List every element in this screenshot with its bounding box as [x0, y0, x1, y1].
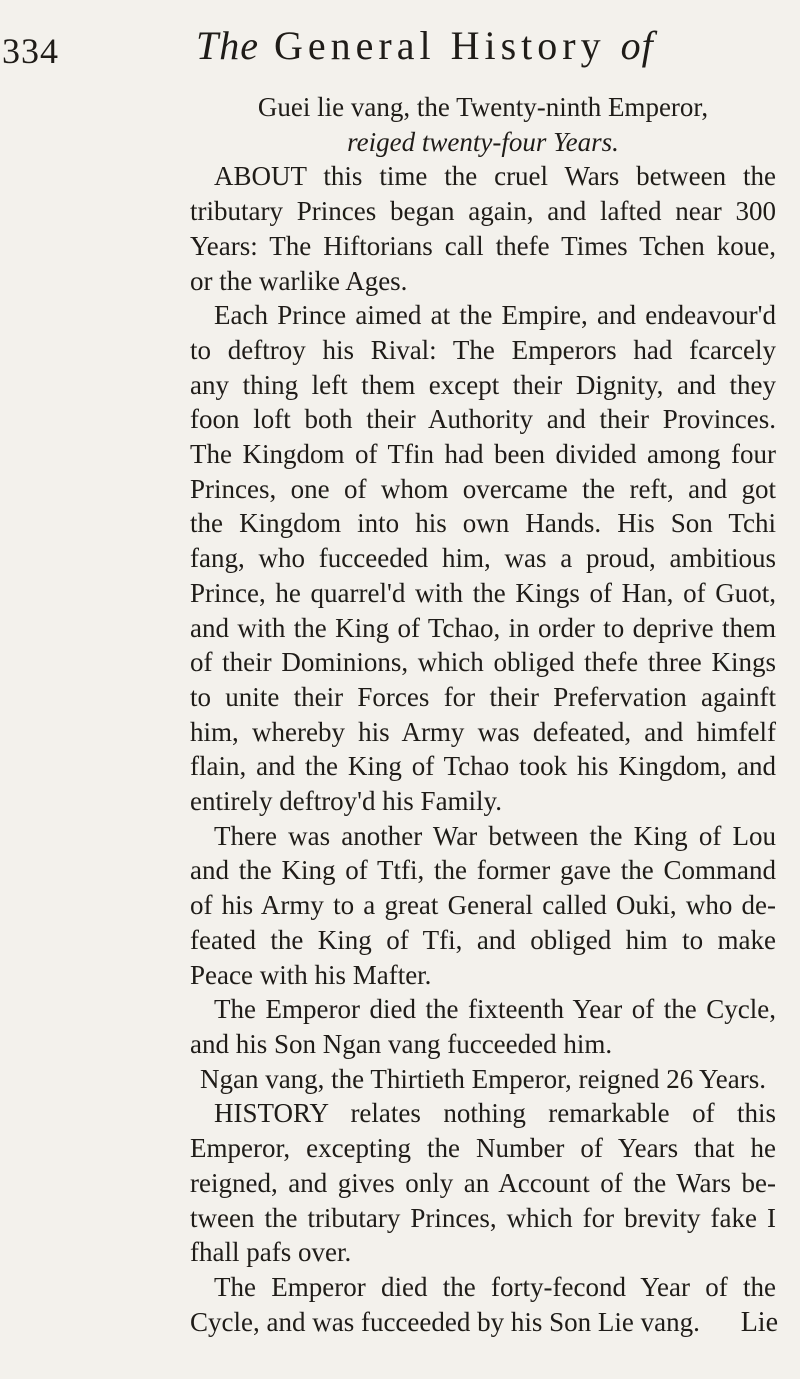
section-heading-ngan-vang: Ngan vang, the Thirtieth Emperor, reigned 26 Years. — [199, 1063, 767, 1094]
text-line: of their Dominions, which obliged thefe three Kings — [190, 647, 776, 678]
running-title-of: of — [620, 23, 654, 68]
section-subheading: reiged twenty-four Years. — [347, 126, 619, 157]
text-line: The Kingdom of Tfin had been divided among four — [190, 439, 776, 470]
text-line: Cycle, and was fucceeded by his Son Lie vang. — [190, 1306, 700, 1337]
page-body — [190, 90, 776, 1339]
text-line: feated the King of Tfi, and obliged him to make — [190, 924, 776, 955]
text-line: fang, who fucceeded him, was a proud, ambitious — [190, 543, 776, 574]
text-line: or the warlike Ages. — [190, 265, 408, 296]
text-line: and the King of Ttfi, the former gave the Command — [190, 855, 776, 886]
page-number: 334 — [2, 31, 59, 71]
section-heading-guei-lie-vang: Guei lie vang, the Twenty-ninth Emperor, — [257, 92, 709, 122]
text-line: ABOUT this time the cruel Wars between the — [214, 161, 776, 192]
text-line: Each Prince aimed at the Empire, and endeavour'd — [214, 300, 776, 331]
text-line: The Emperor died the forty-fecond Year of the — [214, 1271, 776, 1302]
text-line: Emperor, excepting the Number of Years that he — [190, 1133, 776, 1164]
text-line: HISTORY relates nothing remarkable of this — [214, 1098, 776, 1129]
text-line: fhall pafs over. — [190, 1237, 352, 1268]
text-line: Peace with his Mafter. — [190, 959, 432, 990]
text-line: entirely deftroy'd his Family. — [190, 786, 503, 817]
text-line: flain, and the King of Tchao took his Kingdom, and — [190, 751, 776, 782]
text-line: foon loft both their Authority and their Provinces. — [190, 404, 776, 435]
running-title-the: The — [196, 23, 259, 68]
text-line: Years: The Hiftorians call thefe Times Tchen koue, — [190, 230, 776, 261]
text-line: tween the tributary Princes, which for brevity fake I — [190, 1202, 776, 1233]
text-line: to unite their Forces for their Prefervation againft — [190, 681, 776, 712]
text-line: and his Son Ngan vang fucceeded him. — [190, 1028, 613, 1059]
text-line: any thing left them except their Dignity, and they — [190, 369, 776, 400]
text-line: Princes, one of whom overcame the reft, and got — [190, 473, 776, 504]
text-line: the Kingdom into his own Hands. His Son Tchi — [190, 508, 776, 539]
text-line: and with the King of Tchao, in order to deprive them — [190, 612, 776, 643]
running-title-main: General History — [274, 23, 606, 68]
text-line: him, whereby his Army was defeated, and himfelf — [190, 716, 776, 747]
text-line: Prince, he quarrel'd with the Kings of Han, of Guot, — [190, 577, 776, 608]
text-line: tributary Princes began again, and lafted near 300 — [190, 196, 776, 227]
catchword: Lie — [740, 1307, 778, 1338]
text-line: There was another War between the King of Lou — [214, 820, 776, 851]
text-line: to deftroy his Rival: The Emperors had fcarcely — [190, 334, 776, 365]
text-line: The Emperor died the fixteenth Year of the Cycle, — [214, 994, 776, 1025]
text-line: of his Army to a great General called Ouki, who de- — [190, 890, 776, 921]
running-title — [196, 22, 654, 69]
text-line: reigned, and gives only an Account of the Wars be- — [190, 1167, 776, 1198]
